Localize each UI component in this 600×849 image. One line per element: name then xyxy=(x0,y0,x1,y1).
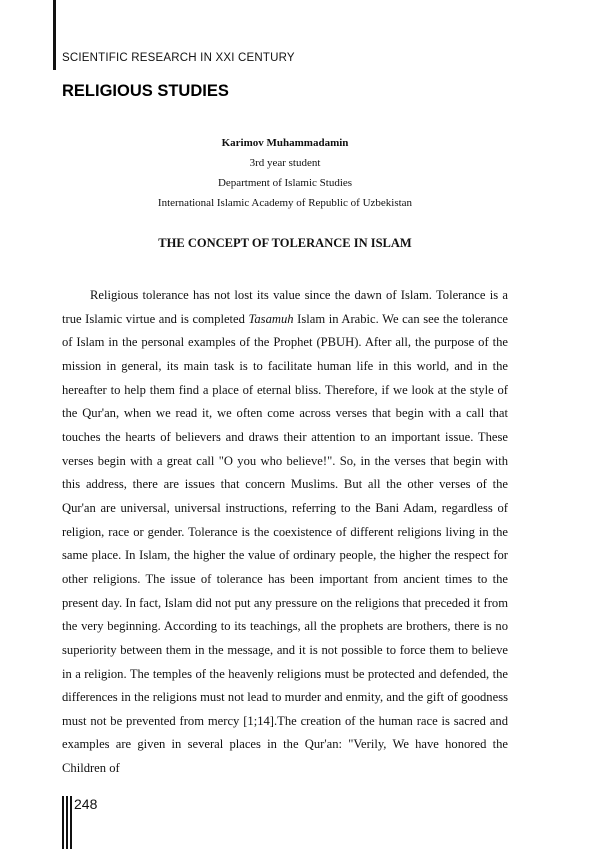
section-title: RELIGIOUS STUDIES xyxy=(62,82,229,100)
author-department: Department of Islamic Studies xyxy=(217,177,353,189)
article-title: THE CONCEPT OF TOLERANCE IN ISLAM xyxy=(158,236,412,250)
author-name: Karimov Muhammadamin xyxy=(221,137,349,149)
body-text-part2: Islam in Arabic. We can see the tolerance of Islam in the personal examples of the Prophet (PBUH). After all, the purpose of the mission in general, its main task is to facilitate human life in this world, and in the hereafter to help them find a place of eternal bliss. Therefore, if we look at the style of the Qur'an, when we read it, we often come across verses that begin with a call that touches the hearts of believers and draws their attention to an important issue. These verses begin with a great call "O you who believe!". So, in the verses that begin with this address, there are issues that concern Muslims. But all the other verses of the Qur'an are universal, universal instructions, referring to the Bani Adam, regardless of religion, race or gender. Tolerance is the coexistence of different religions living in the same place. In Islam, the higher the value of ordinary people, the higher the respect for other religions. The issue of tolerance has been important from ancient times to the present day. In fact, Islam did not put any pressure on the religions that preceded it from the very beginning. According to its teachings, all the prophets are brothers, there is no superiority between them in the message, and it is not possible to force them to believe in a religion. The temples of the heavenly religions must be protected and defended, the differences in the religions must not lead to murder and enmity, and the gift of goodness must not be prevented from mercy [1;14].The creation of the human race is sacred and examples are given in several places in the Qur'an: "Verily, We have honored the Children of xyxy=(62,311,508,776)
body-text-part1: Religious tolerance has not lost its value since the dawn of Islam. Tolerance is a true Islamic virtue and is completed xyxy=(62,288,508,326)
body-paragraph xyxy=(62,284,508,781)
body-italic-term: Tasamuh xyxy=(248,311,294,326)
footer-bar xyxy=(70,796,72,849)
author-block xyxy=(62,133,508,213)
author-status: 3rd year student xyxy=(249,157,321,169)
header-vertical-rule xyxy=(53,0,56,70)
author-institution: International Islamic Academy of Republic of Uzbekistan xyxy=(157,197,413,209)
footer-bar xyxy=(66,796,68,849)
page-number: 248 xyxy=(74,796,98,812)
running-head: SCIENTIFIC RESEARCH IN XXI CENTURY xyxy=(62,52,295,64)
footer-bar xyxy=(62,796,64,849)
